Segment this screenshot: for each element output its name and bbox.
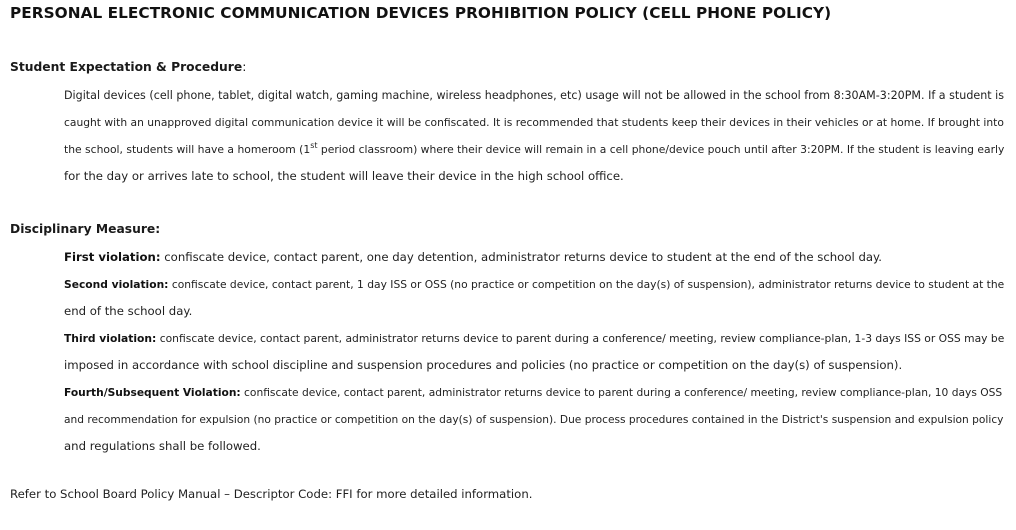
violation-fourth-line-3: and regulations shall be followed. [64,439,261,453]
expectation-paragraph [64,82,1008,190]
page-title: PERSONAL ELECTRONIC COMMUNICATION DEVICES PROHIBITION POLICY (CELL PHONE POLICY) [10,4,832,22]
expectation-line-3 [64,136,1008,163]
ordinal-superscript: st [310,141,318,150]
violation-second-text: confiscate device, contact parent, 1 day ISS or OSS (no practice or competition on the day(s) of suspension), administrator returns device to student at the [168,278,1005,291]
violation-first-text: confiscate device, contact parent, one day detention, administrator returns device to student at the end of the school day. [160,250,882,264]
violation-fourth-line-2: and recommendation for expulsion (no practice or competition on the day(s) of suspension). Due process procedures contained in the District's suspension and expulsion policy [64,413,1004,426]
policy-reference-note: Refer to School Board Policy Manual – Descriptor Code: FFI for more detailed information. [10,487,533,501]
violation-fourth-label: Fourth/Subsequent Violation: [64,386,241,399]
violation-fourth-text: confiscate device, contact parent, administrator returns device to parent during a conference/ meeting, review compliance-plan, 10 days OSS [240,386,1003,399]
violations-list [64,244,1008,460]
expectation-line-3-end: period classroom) where their device will remain in a cell phone/device pouch until after 3:20PM. If the student is leaving early [317,143,1005,156]
violation-second-line-1 [64,271,1008,298]
expectation-line-2: caught with an unapproved digital communication device it will be confiscated. It is recommended that students keep their devices in their vehicles or at home. If brought into [64,116,1004,129]
expectation-line-1: Digital devices (cell phone, tablet, digital watch, gaming machine, wireless headphones, etc) usage will not be allowed in the school from 8:30AM-3:20PM. If a student is [64,89,1005,102]
section-heading-expectation-colon: : [242,60,247,74]
violation-second-label: Second violation: [64,278,169,291]
violation-fourth [64,379,1008,460]
violation-fourth-line-1 [64,379,1008,406]
violation-first-line-1 [64,244,1008,271]
violation-second-line-2: end of the school day. [64,304,193,318]
violation-third-label: Third violation: [64,332,157,345]
violation-third-line-2: imposed in accordance with school discipline and suspension procedures and policies (no practice or competition on the day(s) of suspension). [64,358,903,372]
section-heading-disciplinary-text: Disciplinary Measure: [10,222,161,236]
expectation-line-3-start: the school, students will have a homeroom (1 [64,143,311,156]
section-heading-expectation [10,60,246,74]
violation-third-text: confiscate device, contact parent, administrator returns device to parent during a conference/ meeting, review compliance-plan, 1-3 days ISS or OSS may be [156,332,1005,345]
violation-third [64,325,1008,379]
violation-third-line-1 [64,325,1008,352]
violation-second [64,271,1008,325]
violation-first [64,244,1008,271]
expectation-line-4: for the day or arrives late to school, the student will leave their device in the high school office. [64,169,624,183]
section-heading-expectation-text: Student Expectation & Procedure [10,60,243,74]
violation-first-label: First violation: [64,250,161,264]
section-heading-disciplinary [10,222,160,236]
